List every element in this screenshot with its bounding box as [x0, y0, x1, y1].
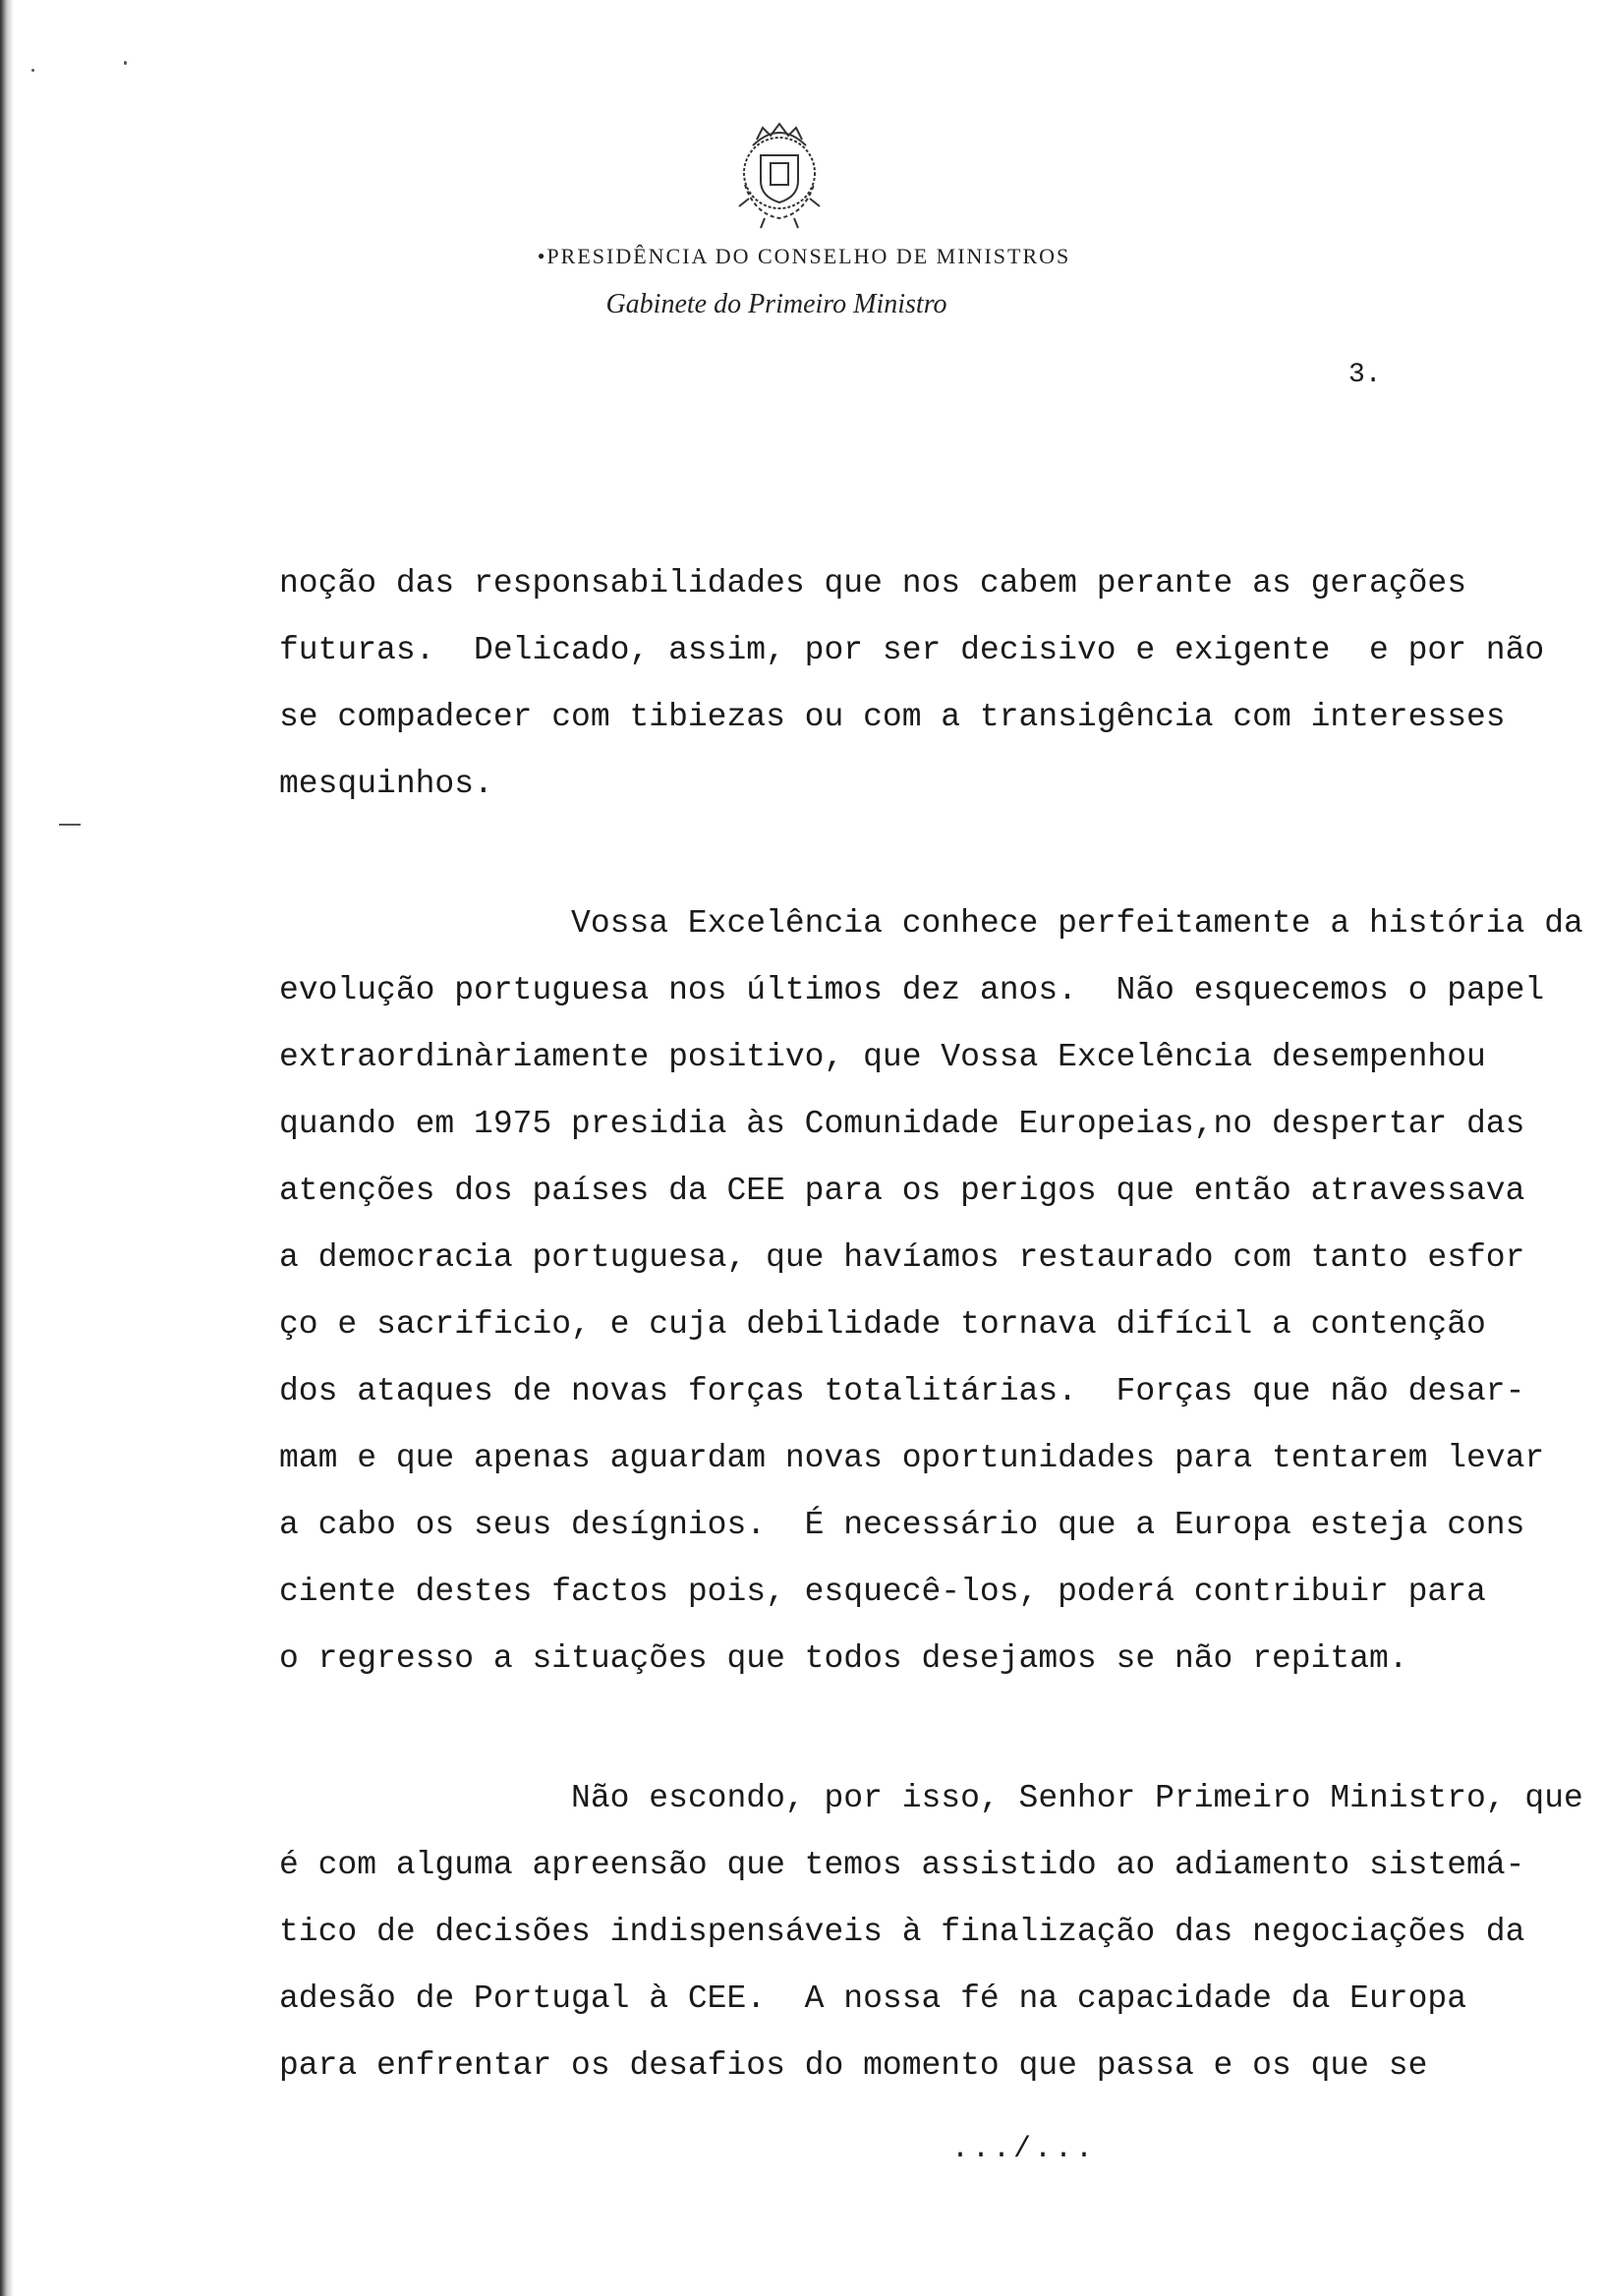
text-line: dos ataques de novas forças totalitárias. Forças que não desar- [279, 1373, 1525, 1409]
text-line: se compadecer com tibiezas ou com a transigência com interesses [279, 699, 1506, 735]
text-line: futuras. Delicado, assim, por ser decisivo e exigente e por não [279, 632, 1545, 668]
text-line: o regresso a situações que todos desejamos se não repitam. [279, 1640, 1408, 1677]
text-line: atenções dos países da CEE para os perigos que então atravessava [279, 1173, 1525, 1209]
text-line: extraordinàriamente positivo, que Vossa Excelência desempenhou [279, 1039, 1486, 1075]
scan-edge-shadow [0, 0, 14, 2296]
scan-speck [31, 69, 34, 72]
paragraph [279, 1765, 1596, 2099]
text-line: quando em 1975 presidia às Comunidade Europeias,no despertar das [279, 1106, 1525, 1142]
text-line: tico de decisões indispensáveis à finalização das negociações da [279, 1914, 1525, 1950]
text-line: ço e sacrificio, e cuja debilidade tornava difícil a contenção [279, 1306, 1486, 1343]
text-line: Não escondo, por isso, Senhor Primeiro Ministro, que [279, 1780, 1583, 1816]
coat-of-arms-icon [725, 116, 833, 232]
text-line: Vossa Excelência conhece perfeitamente a história da [279, 905, 1583, 942]
department-script-title [590, 283, 963, 326]
text-line: evolução portuguesa nos últimos dez anos. Não esquecemos o papel [279, 972, 1545, 1008]
text-line: a cabo os seus desígnios. É necessário que a Europa esteja cons [279, 1507, 1525, 1543]
text-line: a democracia portuguesa, que havíamos restaurado com tanto esfor [279, 1239, 1525, 1276]
text-line: para enfrentar os desafios do momento que passa e os que se [279, 2047, 1428, 2084]
text-line: noção das responsabilidades que nos cabem perante as gerações [279, 565, 1466, 602]
scan-speck [124, 61, 127, 65]
text-line: adesão de Portugal à CEE. A nossa fé na capacidade da Europa [279, 1980, 1466, 2017]
text-line: ciente destes factos pois, esquecê-los, poderá contribuir para [279, 1574, 1486, 1610]
continuation-mark: .../... [951, 2133, 1097, 2166]
scan-speck [59, 824, 81, 826]
text-line: é com alguma apreensão que temos assistido ao adiamento sistemá- [279, 1847, 1525, 1883]
text-line: mam e que apenas aguardam novas oportunidades para tentarem levar [279, 1440, 1545, 1476]
letter-body [279, 550, 1596, 2099]
organization-name: •PRESIDÊNCIA DO CONSELHO DE MINISTROS [537, 244, 1071, 268]
page-number: 3. [1348, 360, 1382, 390]
svg-text:Gabinete do Primeiro Ministro: Gabinete do Primeiro Ministro [605, 289, 947, 319]
paragraph [279, 550, 1596, 818]
text-line: mesquinhos. [279, 766, 493, 802]
paragraph [279, 890, 1596, 1693]
